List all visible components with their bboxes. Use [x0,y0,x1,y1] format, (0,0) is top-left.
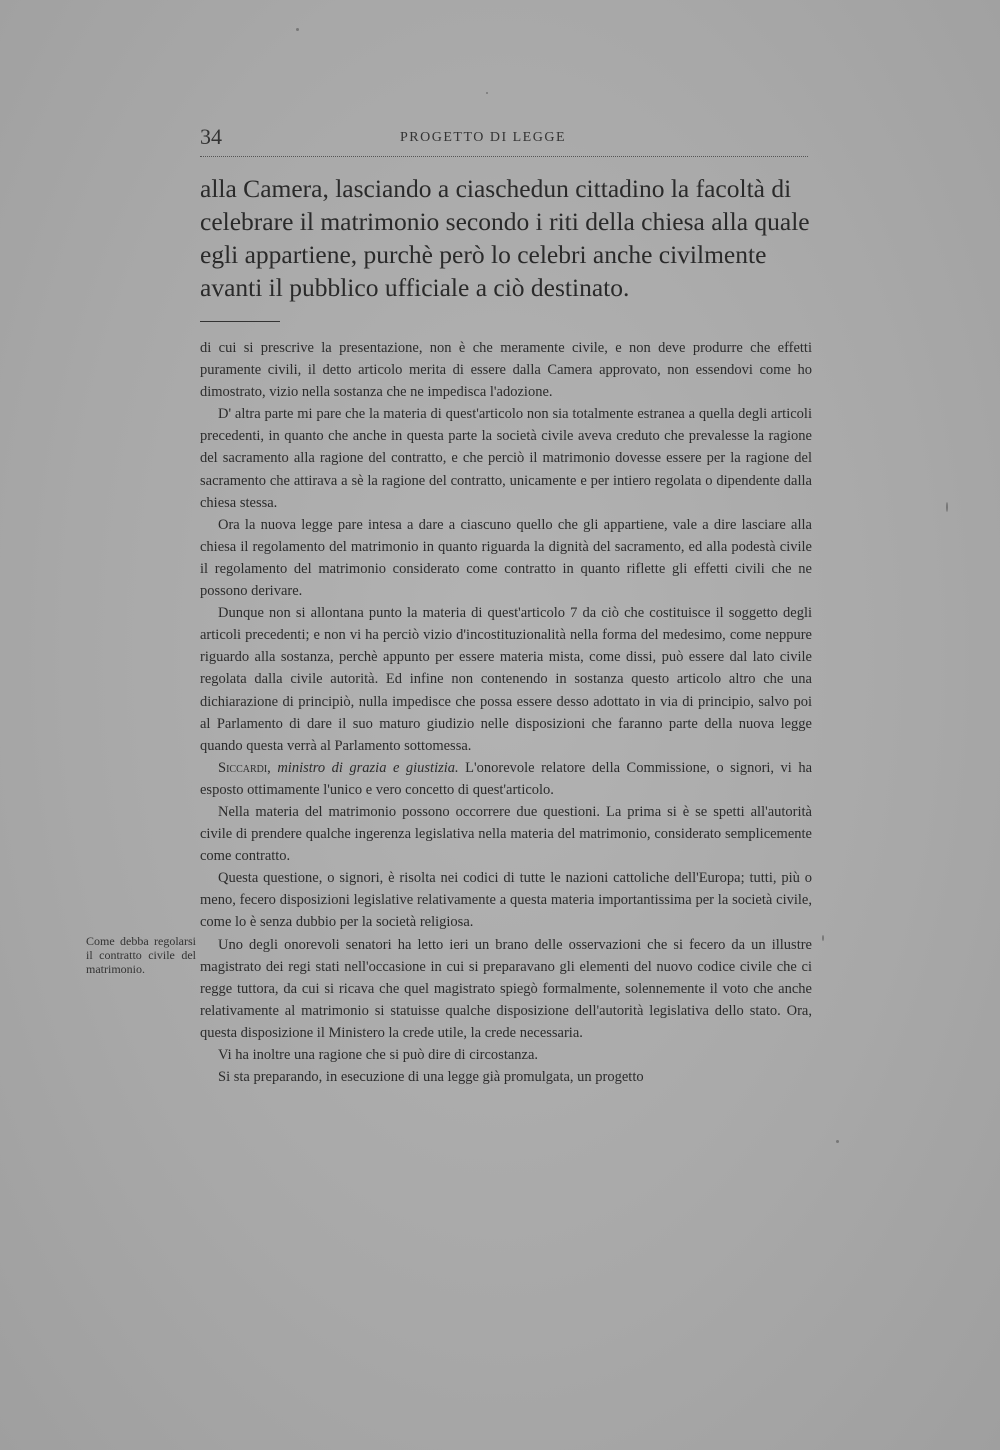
body-text [200,337,812,1088]
page-number: 34 [200,124,222,149]
speaker-role: ministro di grazia e giustizia. [277,759,459,776]
paragraph: Uno degli onorevoli senatori ha letto ieri un brano delle osservazioni che si fecero da un illustre magistrato dei regi stati nell'occasione in cui si preparavano gli elementi del nuovo codice civile che ci regge tuttora, da cui si ricava che quel magistrato spiegò formalmente, solennemente il voto che anche relativamente al matrimonio si statuisse qualche disposizione dell'autorità legislativa dello stato. Ora, questa disposizione il Ministero la crede utile, la crede necessaria. [200,936,812,1041]
paragraph: Nella materia del matrimonio possono occorrere due questioni. La prima si è se spetti all'autorità civile di prendere qualche ingerenza legislativa nella materia del matrimonio, considerato semplicemente come contratto. [200,803,812,865]
paragraph: di cui si prescrive la presentazione, non è che meramente civile, e non deve produrre che effetti puramente civili, il detto articolo merita di essere dalla Camera approvato, non essendovi come ho dimostrato, vizio nella sostanza che ne impedisca l'adozione. [200,340,812,401]
paragraph: Vi ha inoltre una ragione che si può dire di circostanza. [218,1047,539,1063]
large-text-block: alla Camera, lasciando a ciaschedun cittadino la facoltà di celebrare il matrimonio secondo i riti della chiesa alla quale egli appartiene, purchè però lo celebri anche civilmente avanti il pubblico ufficiale a ciò destinato. [200,174,810,302]
section-rule [200,321,280,322]
speaker-name: Siccardi, [218,759,271,776]
header-rule [200,156,808,157]
paragraph: Si sta preparando, in esecuzione di una legge già promulgata, un progetto [218,1069,644,1086]
paper-speck [836,1140,839,1143]
paragraph: Questa questione, o signori, è risolta nei codici di tutte le nazioni cattoliche dell'Europa; tutti, più o meno, fecero disposizioni legislative relativamente a questa materia importantissima per la società civile, come lo è senza dubbio per la società religiosa. [200,870,812,931]
paper-speck [822,935,824,941]
paper-speck [486,92,488,94]
speech-text: L'onorevole relatore della Commissione, o signori, vi ha esposto ottimamente l'unico e vero concetto di quest'articolo. [200,759,813,798]
page-header [200,122,808,158]
paragraph: D' altra parte mi pare che la materia di quest'articolo non sia totalmente estranea a quella degli articoli precedenti, in quanto che anche in questa parte la società civile aveva creduto che prevalesse la ragione del sacramento alla ragione del contratto, e che perciò il matrimonio dovesse essere per la ragione del sacramento che attirava a sè la ragione del contratto, unicamente e per intiero regolata o dipendente dalla chiesa stessa. [200,406,812,511]
paragraph: Ora la nuova legge pare intesa a dare a ciascuno quello che gli appartiene, vale a dire lasciare alla chiesa il regolamento del matrimonio in quanto riguarda la dignità del sacramento, ed alla podestà civile il regolamento del matrimonio considerato come contratto in quanto riflette gli effetti civili che ne possono derivare. [200,516,812,600]
paragraph: Dunque non si allontana punto la materia di quest'articolo 7 da ciò che costituisce il soggetto degli articoli precedenti; e non vi ha perciò vizio d'incostituzionalità nella forma del medesimo, come neppure riguardo alla sostanza, perchè appunto per essere materia mista, come dissi, può essere dal lato civile regolata dalla civile autorità. Ed infine non contenendo in sostanza questo articolo altro che una dichiarazione di principiò, nulla impedisce che possa essere desso adottato in via di principio, salvo poi al Parlamento di dare il suo maturo giudizio nelle disposizioni che faranno parte della nuova legge quando questa verrà al Parlamento sottomessa. [200,605,812,754]
margin-note: Come debba regolarsi il contratto civile del matrimonio. [86,934,196,976]
running-head: PROGETTO DI LEGGE [400,130,567,145]
speech-paragraph [200,757,812,801]
paper-speck [296,28,299,31]
paper-speck [946,502,948,512]
